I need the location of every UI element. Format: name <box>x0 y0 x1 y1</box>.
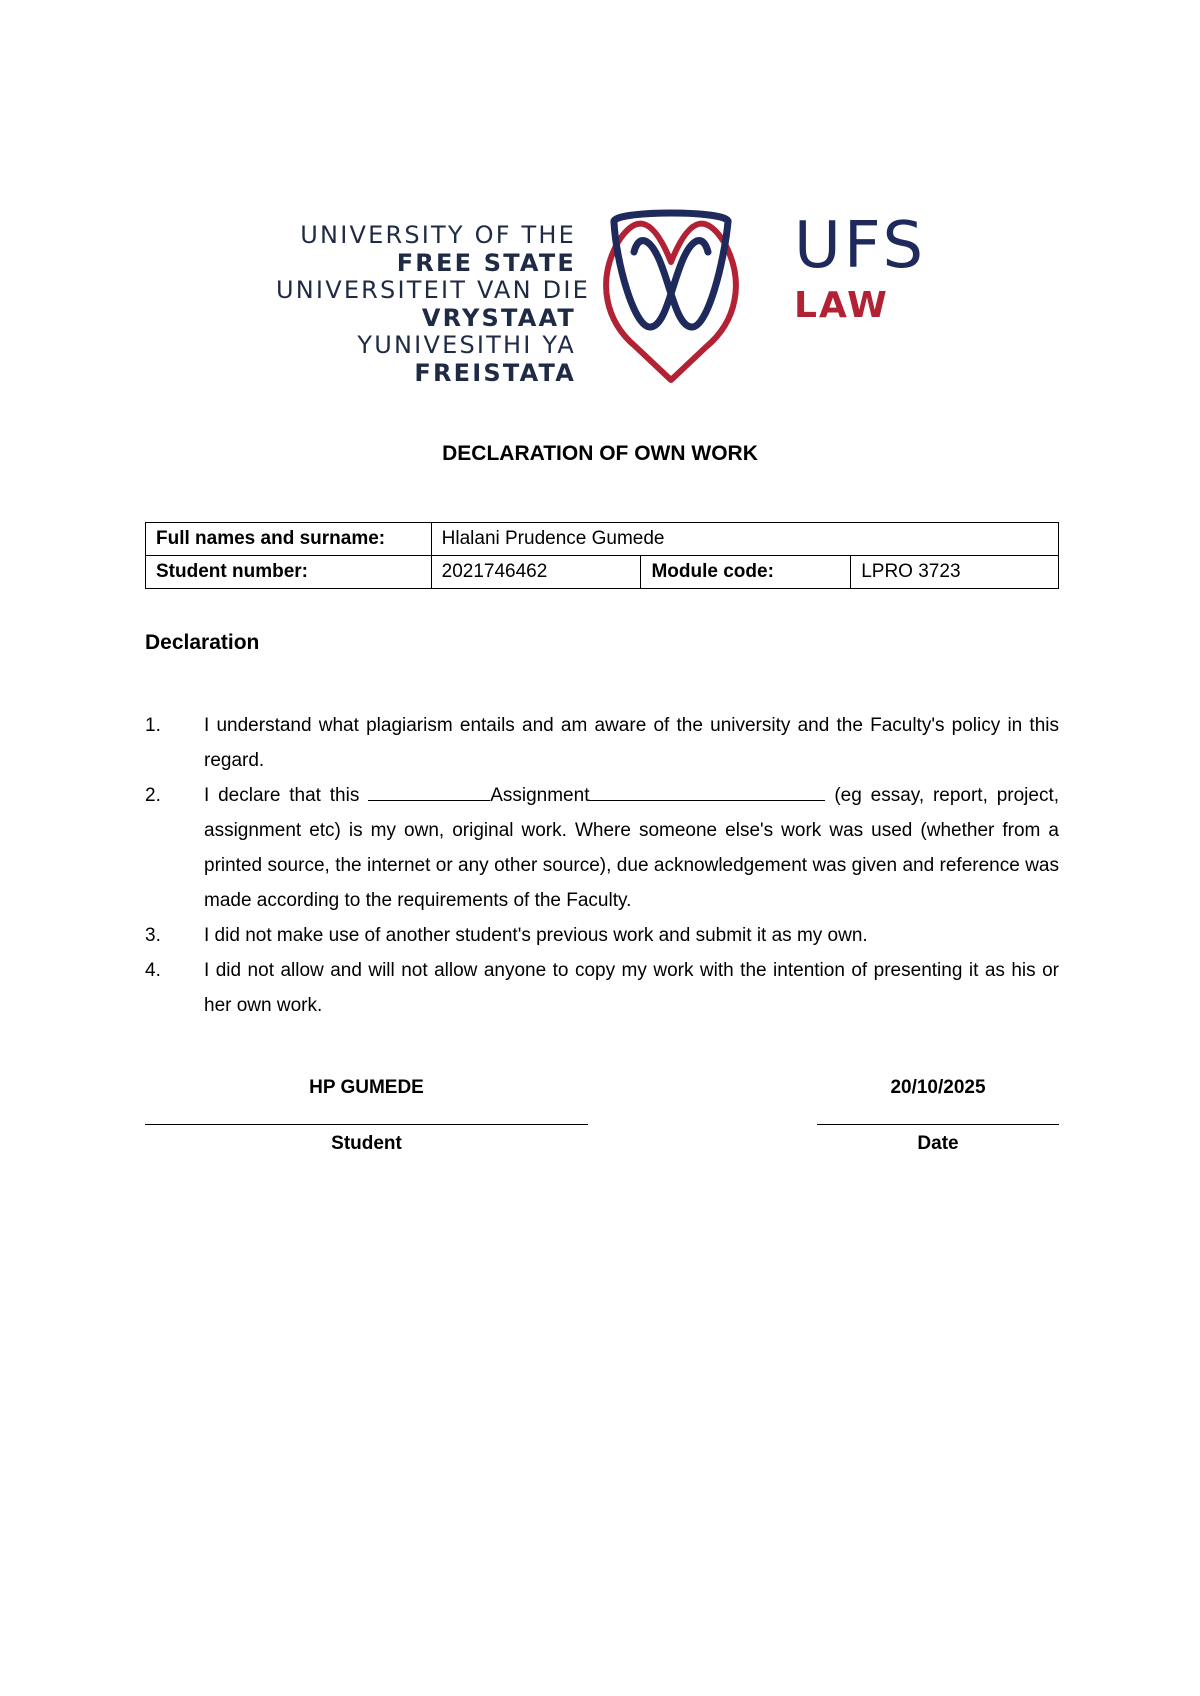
student-signature-name: HP GUMEDE <box>309 1077 424 1098</box>
list-item <box>145 778 1059 918</box>
table-row <box>146 556 1059 589</box>
list-item <box>145 953 1059 1023</box>
date-label: Date <box>917 1133 959 1154</box>
logo-line-4: VRYSTAAT <box>421 303 576 332</box>
item-number: 2. <box>145 785 161 806</box>
student-info-table <box>145 522 1059 589</box>
logo-line-2: FREE STATE <box>396 248 576 277</box>
module-code-label: Module code: <box>641 556 851 589</box>
declaration-heading: Declaration <box>145 631 260 654</box>
item-text: I understand what plagiarism entails and am aware of the university and the Faculty's policy in this regard. <box>204 715 1059 771</box>
module-code-value: LPRO 3723 <box>851 556 1059 589</box>
list-item <box>145 918 1059 953</box>
full-names-value: Hlalani Prudence Gumede <box>431 523 1058 556</box>
logo-line-6: FREISTATA <box>414 358 576 387</box>
fill-in-blank-left <box>368 778 490 801</box>
item-number: 1. <box>145 715 161 736</box>
list-item <box>145 708 1059 778</box>
ufs-wordmark: UFS <box>794 209 927 283</box>
page-title: DECLARATION OF OWN WORK <box>442 442 758 465</box>
university-name-block <box>276 221 590 387</box>
ufs-emblem-icon <box>596 202 746 386</box>
item-number: 4. <box>145 960 161 981</box>
student-label: Student <box>331 1133 402 1154</box>
student-number-value: 2021746462 <box>431 556 641 589</box>
full-names-label: Full names and surname: <box>146 523 432 556</box>
date-signature-line <box>817 1124 1059 1125</box>
logo-line-1: UNIVERSITY OF THE <box>300 221 576 249</box>
logo-line-3: UNIVERSITEIT VAN DIE <box>276 276 590 304</box>
item-text: I did not allow and will not allow anyone to copy my work with the intention of presenting it as his or her own work. <box>204 960 1059 1016</box>
item-number: 3. <box>145 925 161 946</box>
item-text-post: (eg essay, report, project, assignment etc) is my own, original work. Where someone else's work was used (whether from a printed source, the internet or any other source), due acknowledgement was given and reference was made according to the requirements of the Faculty. <box>204 785 1060 911</box>
student-signature-line <box>145 1124 588 1125</box>
item-fill-value: Assignment <box>490 785 590 806</box>
item-text-pre: I declare that this <box>204 785 360 806</box>
table-row <box>146 523 1059 556</box>
declaration-list <box>145 708 1059 1023</box>
fill-in-blank-right <box>589 778 825 801</box>
student-number-label: Student number: <box>146 556 432 589</box>
item-text: I did not make use of another student's previous work and submit it as my own. <box>204 925 868 946</box>
date-value: 20/10/2025 <box>890 1077 986 1098</box>
ufs-law-logo <box>276 202 926 386</box>
law-wordmark: LAW <box>794 285 889 326</box>
logo-line-5: YUNIVESITHI YA <box>357 331 576 359</box>
